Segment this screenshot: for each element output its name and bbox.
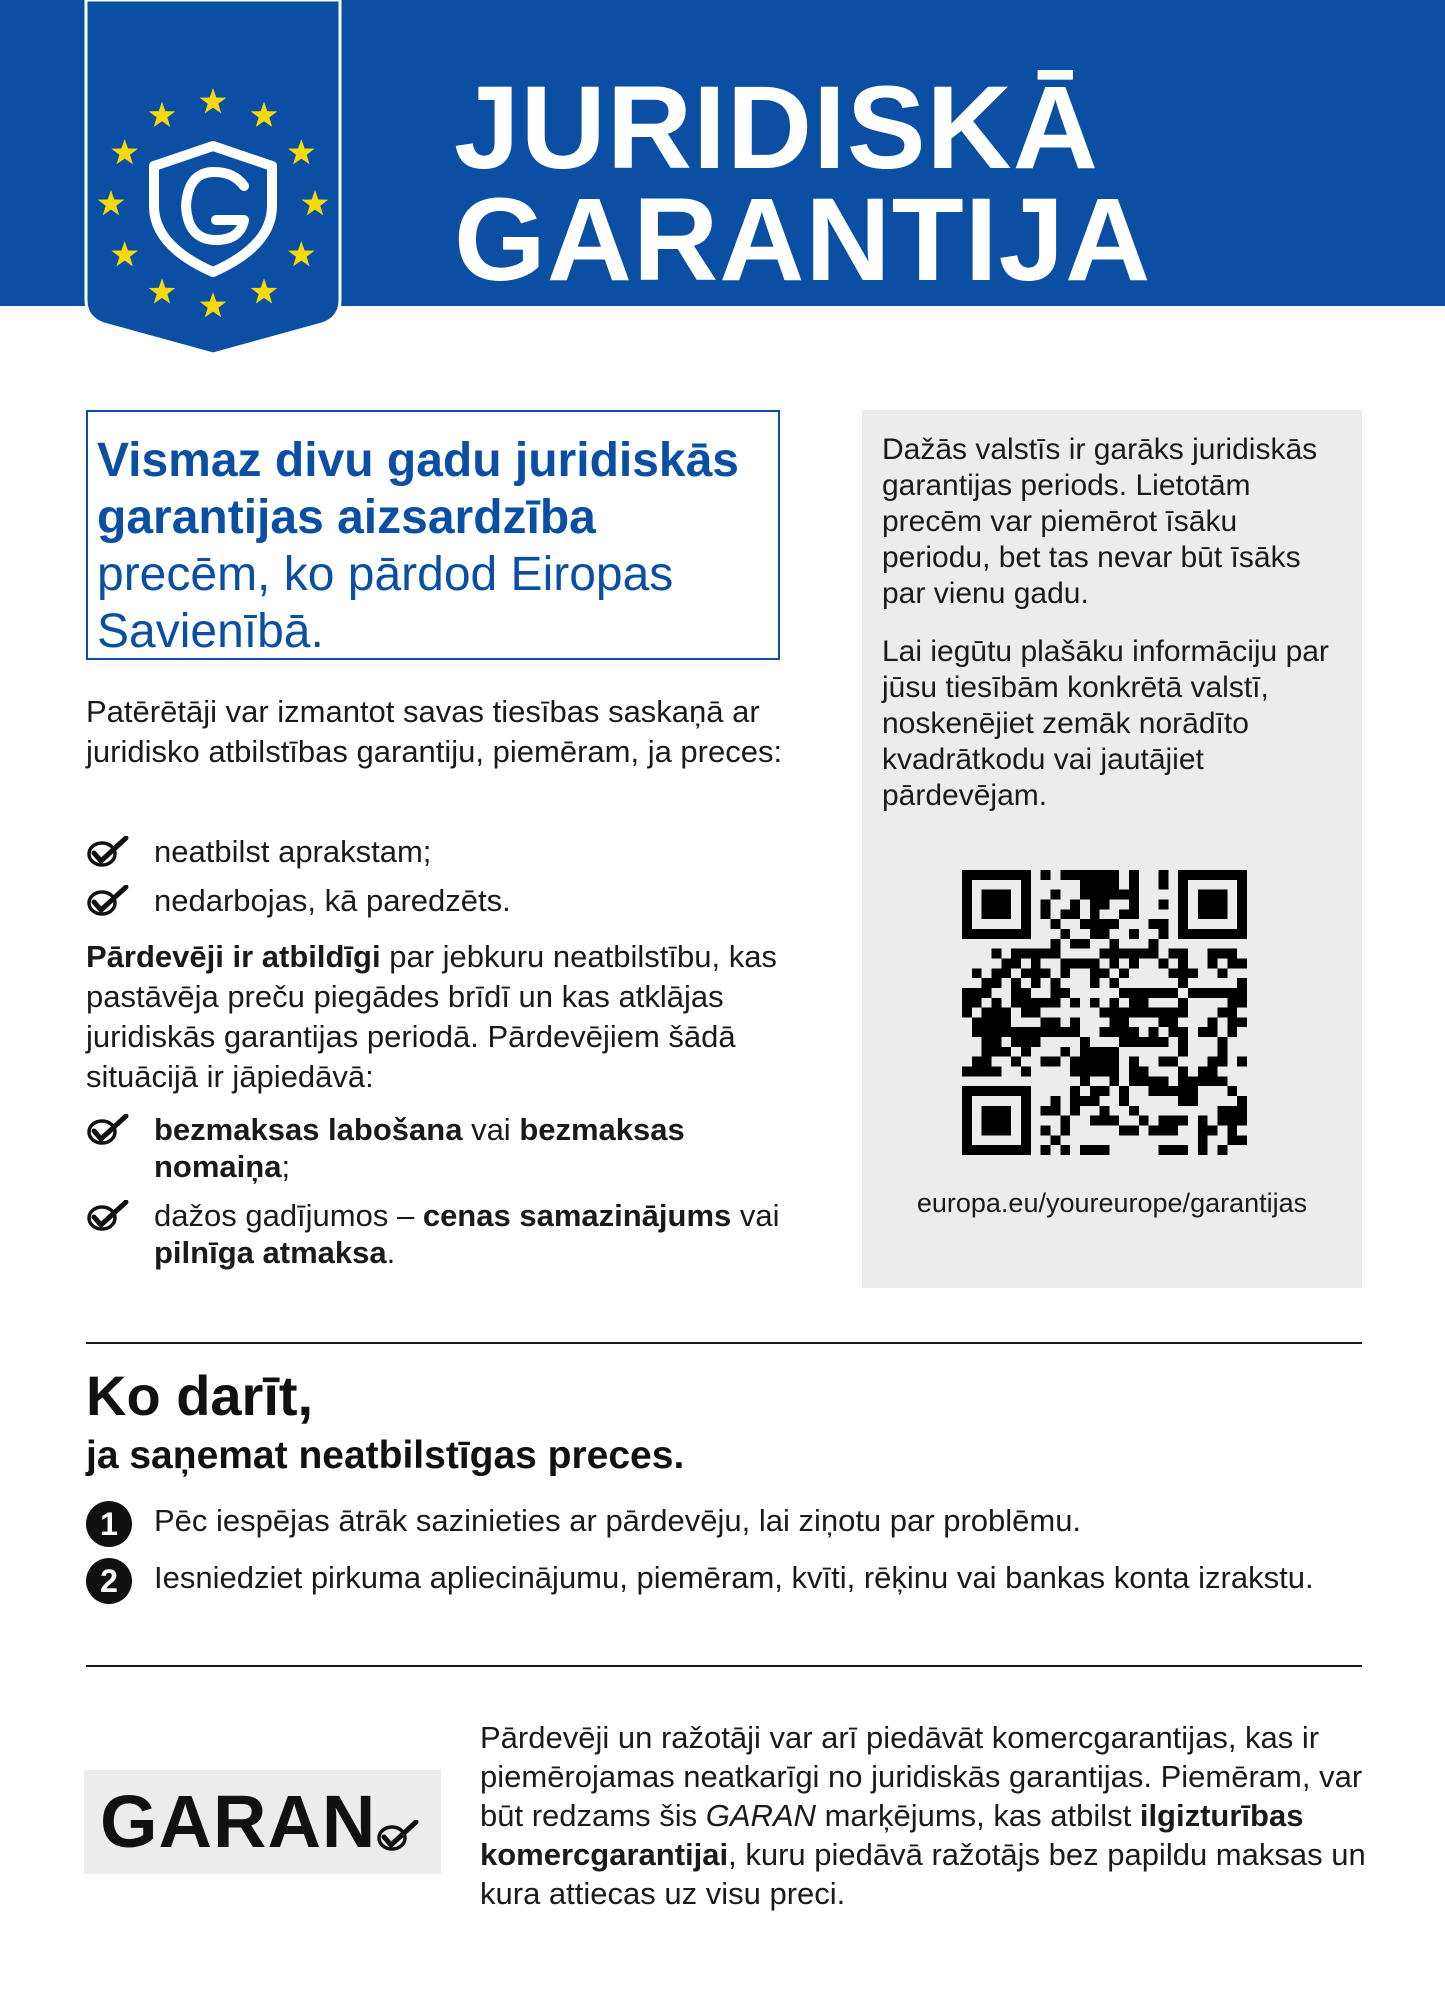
eu-guarantee-shield-logo xyxy=(84,0,342,356)
check-icon xyxy=(86,1114,130,1146)
info-panel xyxy=(862,410,1362,1288)
qr-modules xyxy=(962,870,1247,1155)
garan-text: marķējums, kas atbilst xyxy=(815,1798,1140,1833)
check-icon xyxy=(86,836,130,868)
step-text: Pēc iespējas ātrāk sazinieties ar pārdevēju, lai ziņotu par problēmu. xyxy=(154,1503,1082,1538)
intro-rest: precēm, ko pārdod Eiropas Savienībā. xyxy=(97,548,674,658)
seller-liability-paragraph xyxy=(86,937,806,1097)
intro-strong: Vismaz divu gadu juridiskās garantijas aizsardzība xyxy=(97,434,739,544)
list-item-text: neatbilst aprakstam; xyxy=(154,834,432,869)
garan-text: , kuru piedāvā ražotājs bez papildu maksas un kura attiecas uz visu preci. xyxy=(480,1837,1366,1911)
intro-box xyxy=(86,410,780,660)
seller-liability-text: par jebkuru neatbilstību, kas pastāvēja preču piegādes brīdī un kas atklājas juridiskās garantijas periodā. Pārdevējiem šādā situācijā ir jāpiedāvā: xyxy=(86,939,777,1094)
step-number-badge: 1 xyxy=(86,1501,132,1547)
seller-liability-bold: Pārdevēji ir atbildīgi xyxy=(86,939,381,974)
remedy-text: dažos gadījumos – xyxy=(154,1198,423,1233)
list-item xyxy=(86,882,786,919)
page-title xyxy=(454,62,1152,306)
step-text: Iesniedziet pirkuma apliecinājumu, piemēram, kvīti, rēķinu vai bankas konta izrakstu. xyxy=(154,1560,1314,1595)
commercial-guarantee-paragraph xyxy=(480,1718,1370,1913)
check-icon xyxy=(376,1820,420,1852)
list-item-text: nedarbojas, kā paredzēts. xyxy=(154,883,511,918)
step-number-badge: 2 xyxy=(86,1558,132,1604)
garan-text: Pārdevēji un ražotāji var arī piedāvāt komercgarantijas, kas ir piemērojamas neatkarīgi no juridiskās garantijas. Piemēram, var būt redzams šis xyxy=(480,1720,1363,1833)
check-icon xyxy=(86,1200,130,1232)
remedy-bold: bezmaksas labošana xyxy=(154,1112,463,1147)
remedies-list xyxy=(86,1111,786,1283)
divider xyxy=(86,1665,1362,1667)
info-paragraph: Dažās valstīs ir garāks juridiskās garantijas periods. Lietotām precēm var piemērot īsāku periodu, bet tas nevar būt īsāks par vienu gadu. xyxy=(882,433,1318,610)
title-line-2: GARANTIJA xyxy=(454,174,1152,306)
remedy-bold: pilnīga atmaksa xyxy=(154,1235,387,1270)
step-item xyxy=(86,1502,1362,1542)
list-item xyxy=(86,833,786,870)
remedy-text: vai xyxy=(462,1112,520,1147)
remedy-text: . xyxy=(386,1235,396,1270)
remedy-bold: cenas samazinājums xyxy=(422,1198,732,1233)
rights-paragraph: Patērētāji var izmantot savas tiesības saskaņā ar juridisko atbilstības garantiju, piemēram, ja preces: xyxy=(86,694,783,769)
remedy-bold: bezmaksas nomaiņa xyxy=(154,1112,685,1184)
remedy-text: vai xyxy=(731,1198,780,1233)
list-item xyxy=(86,1111,786,1185)
qr-url-link[interactable]: europa.eu/youreurope/garantijas xyxy=(916,1188,1308,1218)
garan-bold: ilgizturības komercgarantijai xyxy=(480,1798,1304,1872)
steps-list xyxy=(86,1502,1362,1616)
section-subheading: ja saņemat neatbilstīgas preces. xyxy=(86,1434,685,1477)
nonconformity-list xyxy=(86,833,786,931)
garan-italic: GARAN xyxy=(705,1798,816,1833)
divider xyxy=(86,1342,1362,1344)
check-icon xyxy=(86,885,130,917)
step-item xyxy=(86,1559,1362,1599)
remedy-text: ; xyxy=(281,1149,291,1184)
info-paragraph: Lai iegūtu plašāku informāciju par jūsu tiesībām konkrētā valstī, noskenējiet zemāk norādīto kvadrātkodu vai jautājiet pārdevējam. xyxy=(882,635,1329,812)
title-line-1: JURIDISKĀ xyxy=(454,62,1099,194)
qr-code[interactable] xyxy=(962,870,1247,1155)
garan-logo-text: GARAN xyxy=(100,1780,377,1863)
garan-logo xyxy=(84,1770,441,1874)
section-heading: Ko darīt, xyxy=(86,1364,314,1427)
list-item xyxy=(86,1197,786,1271)
